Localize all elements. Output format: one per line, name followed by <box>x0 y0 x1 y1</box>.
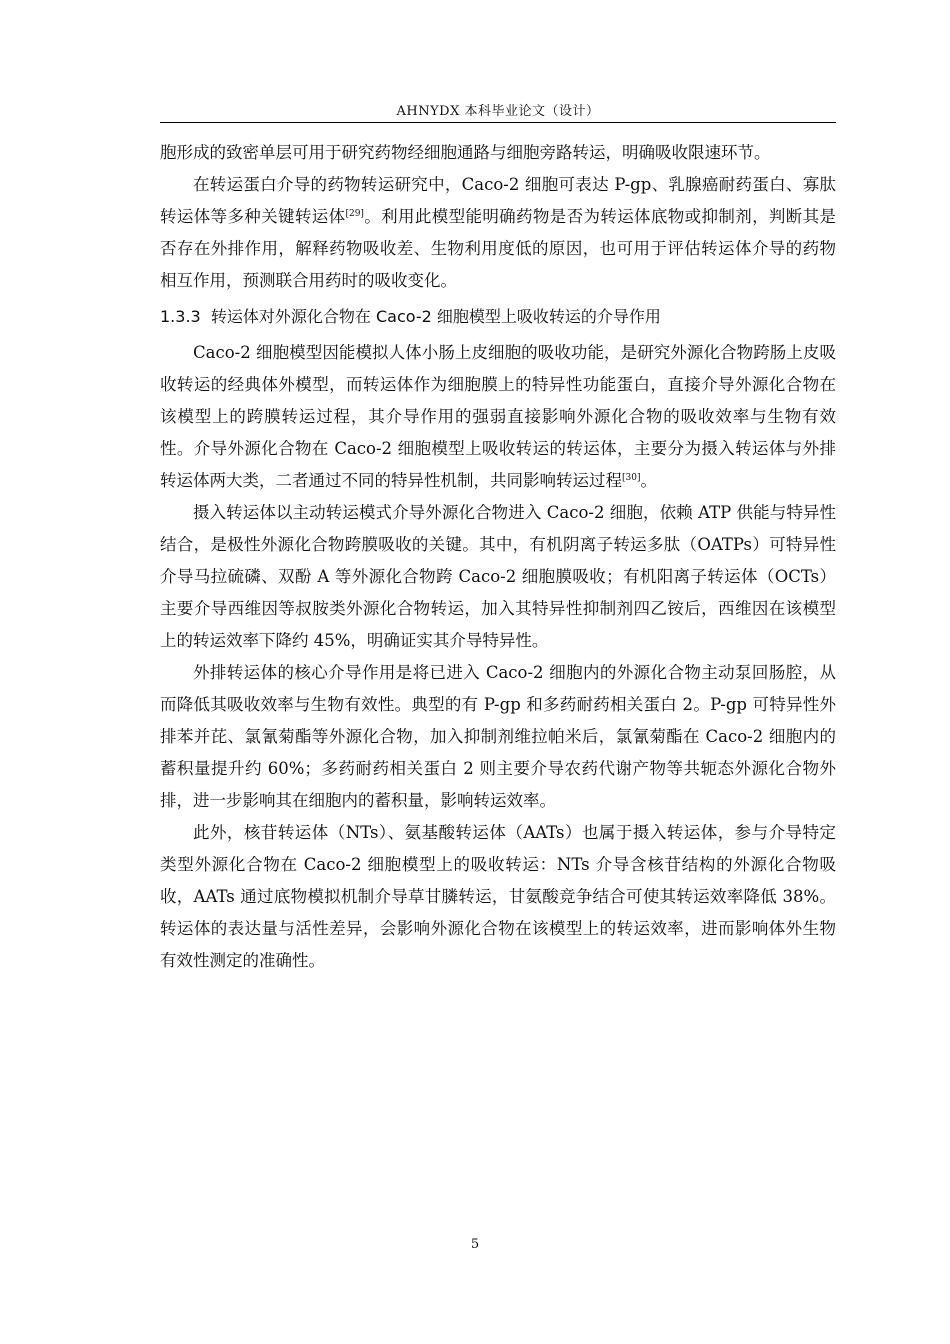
paragraph-transporter-studies <box>160 169 836 297</box>
section-heading <box>160 301 836 333</box>
paragraph-efflux-transporters: 外排转运体的核心介导作用是将已进入 Caco-2 细胞内的外源化合物主动泵回肠腔，从而降低其吸收效率与生物有效性。典型的有 P-gp 和多药耐药相关蛋白 2。P-gp 可特异性外排苯并芘、氯氰菊酯等外源化合物，加入抑制剂维拉帕米后，氯氰菊酯在 Caco-2 细胞内的蓄积量提升约 60%；多药耐药相关蛋白 2 则主要介导农药代谢产物等共轭态外源化合物外排，进一步影响其在细胞内的蓄积量，影响转运效率。 <box>160 663 836 810</box>
document-body <box>160 137 836 977</box>
paragraph-other-transporters: 此外，核苷转运体（NTs）、氨基酸转运体（AATs）也属于摄入转运体，参与介导特定类型外源化合物在 Caco-2 细胞模型上的吸收转运：NTs 介导含核苷结构的外源化合物吸收，AATs 通过底物模拟机制介导草甘膦转运，甘氨酸竞争结合可使其转运效率降低 38%。转运体的表达量与活性差异，会影响外源化合物在该模型上的转运效率，进而影响体外生物有效性测定的准确性。 <box>160 823 836 970</box>
page-header: AHNYDX 本科毕业论文（设计） <box>396 104 600 119</box>
paragraph-caco2-model <box>160 337 836 497</box>
paragraph-text: 在转运蛋白介导的药物转运研究中，Caco-2 细胞可表达 P-gp、乳腺癌耐药蛋白、寡肽转运体等多种关键转运体 <box>160 175 836 226</box>
citation-30: [30] <box>622 473 641 483</box>
paragraph-text: 。利用此模型能明确药物是否为转运体底物或抑制剂，判断其是否存在外排作用，解释药物吸收差、生物利用度低的原因，也可用于评估转运体介导的药物相互作用，预测联合用药时的吸收变化。 <box>160 207 836 290</box>
paragraph-continued: 胞形成的致密单层可用于研究药物经细胞通路与细胞旁路转运，明确吸收限速环节。 <box>160 143 771 162</box>
paragraph-text: 。 <box>640 471 657 490</box>
header-rule <box>160 122 836 123</box>
page-number: 5 <box>470 1237 480 1252</box>
paragraph-text: Caco-2 细胞模型因能模拟人体小肠上皮细胞的吸收功能，是研究外源化合物跨肠上皮吸收转运的经典体外模型，而转运体作为细胞膜上的特异性功能蛋白，直接介导外源化合物在该模型上的跨膜转运过程，其介导作用的强弱直接影响外源化合物的吸收效率与生物有效性。介导外源化合物在 Caco-2 细胞模型上吸收转运的转运体，主要分为摄入转运体与外排转运体两大类，二者通过不同的特异性机制，共同影响转运过程 <box>160 343 836 490</box>
paragraph-uptake-transporters: 摄入转运体以主动转运模式介导外源化合物进入 Caco-2 细胞，依赖 ATP 供能与特异性结合，是极性外源化合物跨膜吸收的关键。其中，有机阴离子转运多肽（OATPs）可特异性介导马拉硫磷、双酚 A 等外源化合物跨 Caco-2 细胞膜吸收；有机阳离子转运体（OCTs）主要介导西维因等叔胺类外源化合物转运，加入其特异性抑制剂四乙铵后，西维因在该模型上的转运效率下降约 45%，明确证实其介导特异性。 <box>160 503 836 650</box>
section-number: 1.3.3 <box>160 307 201 326</box>
citation-29: [29] <box>345 209 364 219</box>
section-title: 转运体对外源化合物在 Caco-2 细胞模型上吸收转运的介导作用 <box>210 307 661 326</box>
